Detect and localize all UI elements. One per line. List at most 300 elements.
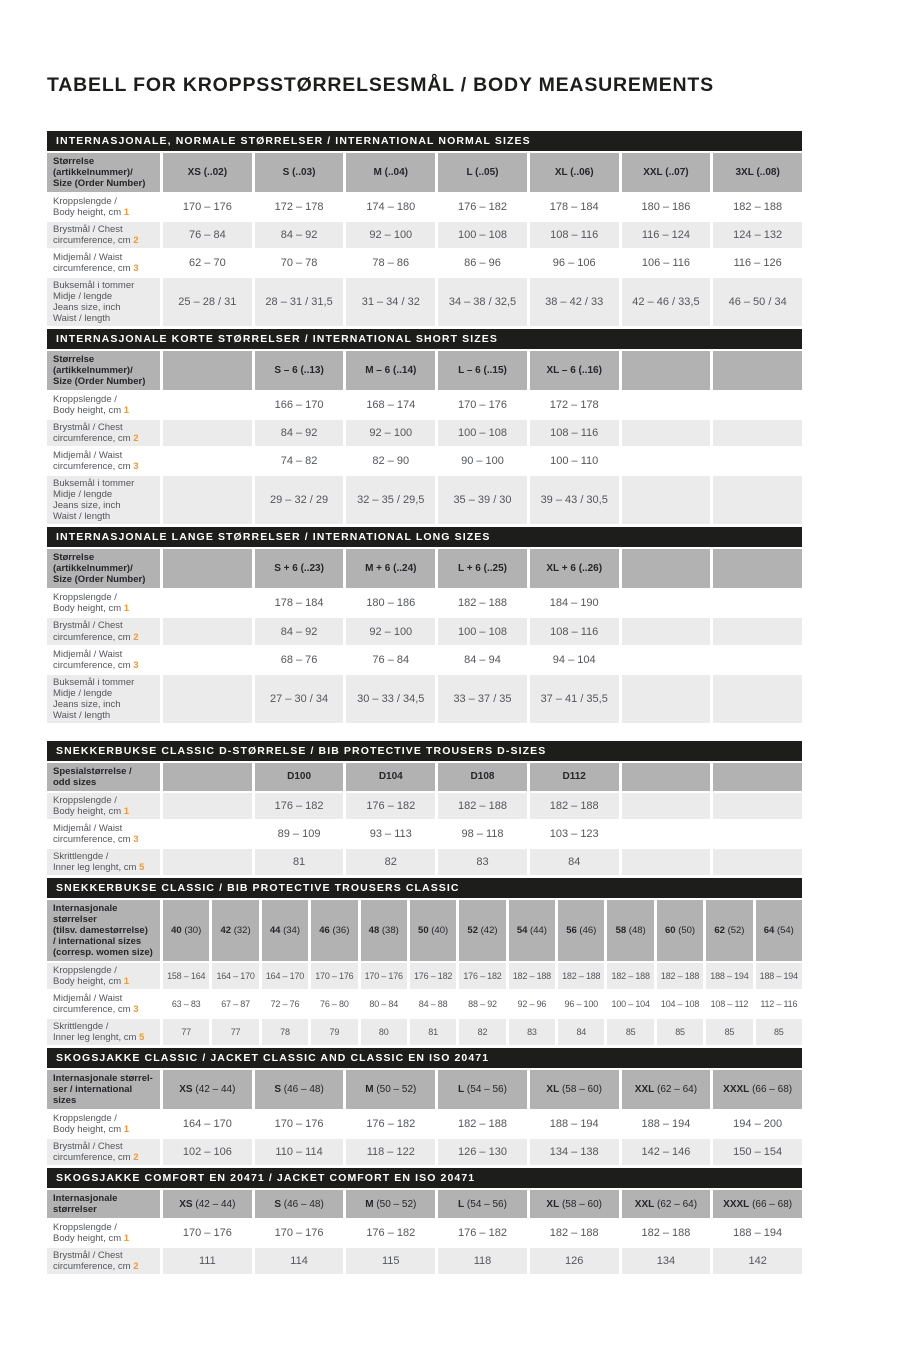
row-label-text: Body height, cm <box>53 603 122 615</box>
column-header-empty <box>163 763 252 791</box>
table-cell: 108 – 116 <box>530 618 619 644</box>
corner-label-line: odd sizes <box>53 776 97 788</box>
row-label-line <box>53 511 110 522</box>
column-header <box>346 549 435 588</box>
row-label-text: circumference, cm <box>53 1152 131 1163</box>
column-header <box>530 153 619 192</box>
row-label-line <box>53 1152 139 1163</box>
row-label <box>47 1139 160 1165</box>
size-tables-container <box>47 131 802 1274</box>
size-code: 56 <box>566 924 577 936</box>
size-code: 50 <box>418 924 429 936</box>
table-cell: 70 – 78 <box>280 257 318 270</box>
table-cell: 170 – 176 <box>458 399 507 412</box>
table-cell: 188 – 194 <box>756 963 802 989</box>
row-label-line <box>53 422 123 433</box>
column-header-text <box>714 925 744 936</box>
column-header-empty <box>163 549 252 588</box>
table-cell: 182 – 188 <box>549 1227 599 1240</box>
row-label-text: Buksemål i tommer <box>53 676 135 688</box>
size-table <box>47 527 802 722</box>
table-title-bar: INTERNASJONALE KORTE STØRRELSER / INTERNATIONAL SHORT SIZES <box>47 329 802 349</box>
column-header <box>361 900 407 961</box>
table-cell: 172 – 178 <box>274 201 324 214</box>
size-code: XXL (..07) <box>643 167 689 179</box>
size-code: D108 <box>470 771 495 783</box>
column-header <box>346 1070 435 1109</box>
row-label-line <box>53 1250 123 1261</box>
table-cell: 83 <box>438 849 527 875</box>
table-cell-empty <box>713 618 802 644</box>
column-header-text <box>365 1199 416 1210</box>
row-label-line <box>53 823 122 834</box>
row-label-line <box>53 1021 108 1032</box>
row-label-text: Kroppslengde / <box>53 1112 117 1124</box>
table-cell: 94 – 104 <box>552 653 596 666</box>
column-header-text <box>616 925 646 936</box>
row-label <box>47 793 160 819</box>
column-header <box>346 1190 435 1218</box>
table-cell-empty <box>163 590 252 616</box>
column-header-text <box>517 925 547 936</box>
row-label-text: Jeans size, inch <box>53 302 121 314</box>
corner-label-line: Internasjonale størrel- <box>53 1072 153 1084</box>
row-label-text: circumference, cm <box>53 235 131 247</box>
column-header <box>558 900 604 961</box>
row-label <box>47 821 160 847</box>
row-label-text: Kroppslengde / <box>53 964 117 976</box>
column-header <box>706 900 752 961</box>
size-code: S <box>274 1083 281 1095</box>
table-cell: 89 – 109 <box>277 827 321 840</box>
row-label-text: Midjemål / Waist <box>53 822 123 834</box>
table-cell: 158 – 164 <box>163 963 209 989</box>
column-header-text <box>546 563 602 574</box>
row-label <box>47 250 160 276</box>
table-cell: 100 – 108 <box>438 222 527 248</box>
measure-ref-number: 1 <box>123 207 130 219</box>
size-code: M (..04) <box>373 167 408 179</box>
table-cell: 166 – 170 <box>274 399 324 412</box>
column-header <box>622 1070 711 1109</box>
table-cell: 150 – 154 <box>713 1139 802 1165</box>
table-cell: 88 – 92 <box>468 998 497 1009</box>
column-header-text <box>458 1199 507 1210</box>
column-header-text <box>458 365 507 376</box>
table-cell: 170 – 176 <box>182 201 232 214</box>
size-code: XL – 6 (..16) <box>546 365 602 377</box>
row-label-line <box>53 862 144 873</box>
size-code: 58 <box>615 924 627 936</box>
column-header-text <box>369 925 399 936</box>
measure-ref-number: 3 <box>133 1003 139 1015</box>
table-cell: 164 – 170 <box>182 1117 232 1130</box>
column-header-text <box>547 365 602 376</box>
page-content <box>47 74 802 1274</box>
table-cell: 176 – 182 <box>346 793 435 819</box>
row-label-line <box>53 677 134 688</box>
table-cell-empty <box>622 849 711 875</box>
table-cell: 172 – 178 <box>549 399 599 412</box>
column-header <box>311 900 357 961</box>
row-label-line <box>53 1113 117 1124</box>
table-title-bar: INTERNASJONALE, NORMALE STØRRELSER / INTERNATIONAL NORMAL SIZES <box>47 131 802 151</box>
table-cell: 32 – 35 / 29,5 <box>346 476 435 524</box>
column-header <box>346 153 435 192</box>
table-cell: 77 <box>163 1019 209 1045</box>
table-cell: 188 – 194 <box>733 1227 783 1240</box>
column-header <box>657 900 703 961</box>
column-header-text <box>274 1199 323 1210</box>
row-label-line <box>53 224 123 235</box>
column-header-text <box>179 1199 235 1210</box>
column-header-text <box>764 925 794 936</box>
column-header-text <box>274 365 323 376</box>
row-label <box>47 991 160 1017</box>
size-code: M <box>365 1198 374 1210</box>
column-header <box>255 153 344 192</box>
column-header-text <box>287 771 311 782</box>
size-code: L + 6 (..25) <box>457 563 507 575</box>
row-label <box>47 420 160 446</box>
size-code: XL <box>546 1083 560 1095</box>
measure-ref-number: 2 <box>133 433 139 445</box>
row-label <box>47 1220 160 1246</box>
table-cell: 176 – 182 <box>459 963 505 989</box>
measure-ref-number: 1 <box>123 603 130 615</box>
row-label-text: Body height, cm <box>53 207 122 219</box>
table-cell: 164 – 170 <box>212 963 258 989</box>
table-cell: 142 – 146 <box>622 1139 711 1165</box>
table-cell: 180 – 186 <box>366 597 416 610</box>
size-code: XL (..06) <box>554 167 594 179</box>
size-code: 42 <box>220 924 232 936</box>
measure-ref-number: 1 <box>123 1123 130 1135</box>
size-code: 52 <box>467 924 478 936</box>
row-label-text: Skrittlengde / <box>53 1020 109 1032</box>
row-label-line <box>53 993 122 1004</box>
table-cell: 68 – 76 <box>280 653 318 666</box>
size-range: (36) <box>332 924 350 936</box>
table-cell: 176 – 182 <box>410 963 456 989</box>
row-label-text: Brystmål / Chest <box>53 422 123 434</box>
size-range: (50 – 52) <box>376 1083 417 1095</box>
size-code: XL <box>546 1198 560 1210</box>
table-cell: 76 – 84 <box>163 222 252 248</box>
corner-label-line: (tilsv. damestørrelse) <box>53 924 148 936</box>
row-label-text: Kroppslengde / <box>53 592 117 604</box>
table-cell: 182 – 188 <box>607 963 653 989</box>
column-header-empty <box>622 351 711 390</box>
size-range: (54 – 56) <box>466 1083 507 1095</box>
size-range: (58 – 60) <box>561 1198 602 1210</box>
table-cell: 85 <box>756 1019 802 1045</box>
table-cell: 98 – 118 <box>461 827 504 840</box>
corner-label-line: Størrelse <box>53 354 95 366</box>
column-header-text <box>635 1199 697 1210</box>
column-header <box>459 900 505 961</box>
row-label-line <box>53 688 112 699</box>
column-header <box>212 900 258 961</box>
column-header-text <box>471 771 495 782</box>
size-range: (50) <box>678 924 696 936</box>
row-label <box>47 849 160 875</box>
column-header <box>530 351 619 390</box>
table-cell: 182 – 188 <box>657 963 703 989</box>
table-cell: 188 – 194 <box>641 1117 691 1130</box>
table-corner-label <box>47 1190 160 1218</box>
column-header <box>713 1070 802 1109</box>
table-cell: 174 – 180 <box>366 201 416 214</box>
row-label-line <box>53 394 117 405</box>
table-grid <box>47 351 802 524</box>
table-cell-empty <box>713 675 802 723</box>
table-cell: 85 <box>607 1019 653 1045</box>
table-cell-empty <box>163 420 252 446</box>
row-label-text: Kroppslengde / <box>53 394 117 406</box>
column-header <box>438 1190 527 1218</box>
column-header-empty <box>713 351 802 390</box>
table-cell-empty <box>713 420 802 446</box>
column-header <box>607 900 653 961</box>
size-code: 40 <box>171 924 182 936</box>
column-header-text <box>365 563 416 574</box>
size-range: (50 – 52) <box>376 1198 417 1210</box>
table-title-bar: SKOGSJAKKE CLASSIC / JACKET CLASSIC AND CLASSIC EN ISO 20471 <box>47 1048 802 1068</box>
column-header-text <box>274 563 324 574</box>
row-label-line <box>53 699 121 710</box>
row-label-line <box>53 478 134 489</box>
row-label-line <box>53 461 139 472</box>
row-label-line <box>53 235 139 246</box>
corner-label-line: (artikkelnummer)/ <box>53 167 133 179</box>
table-cell: 108 – 116 <box>530 222 619 248</box>
table-cell: 33 – 37 / 35 <box>438 675 527 723</box>
row-label-text: Waist / length <box>53 313 111 325</box>
size-table <box>47 741 802 875</box>
row-label <box>47 963 160 989</box>
row-label-line <box>53 976 129 987</box>
column-header-empty <box>622 763 711 791</box>
table-cell: 78 <box>262 1019 308 1045</box>
table-cell: 100 – 104 <box>611 998 650 1009</box>
row-label-text: Kroppslengde / <box>53 196 117 208</box>
table-cell: 30 – 33 / 34,5 <box>346 675 435 723</box>
measure-ref-number: 1 <box>123 975 130 987</box>
corner-label-line: (artikkelnummer)/ <box>53 365 133 377</box>
row-label <box>47 448 160 474</box>
size-code: 46 <box>319 924 330 936</box>
row-label-text: Inner leg lenght, cm <box>53 861 137 873</box>
column-header <box>410 900 456 961</box>
table-cell: 92 – 96 <box>517 998 547 1009</box>
table-cell: 176 – 182 <box>458 1227 507 1240</box>
corner-label-line: ser / international sizes <box>53 1083 133 1106</box>
column-header <box>346 763 435 791</box>
table-cell: 39 – 43 / 30,5 <box>530 476 619 524</box>
table-cell-empty <box>713 590 802 616</box>
row-label <box>47 590 160 616</box>
column-header <box>255 763 344 791</box>
row-label-line <box>53 1124 129 1135</box>
table-cell: 85 <box>706 1019 752 1045</box>
row-label-text: Waist / length <box>53 709 111 721</box>
table-cell: 106 – 116 <box>641 257 690 270</box>
size-code: 3XL (..08) <box>735 167 780 179</box>
size-code: D104 <box>378 771 403 783</box>
table-cell: 182 – 188 <box>558 963 604 989</box>
table-cell: 84 – 88 <box>418 998 448 1009</box>
table-cell-empty <box>163 448 252 474</box>
table-cell: 118 – 122 <box>346 1139 435 1165</box>
column-header <box>438 153 527 192</box>
row-label <box>47 647 160 673</box>
corner-label-line: / international sizes <box>53 935 142 947</box>
corner-label-line: Size (Order Number) <box>53 178 146 190</box>
table-cell: 115 <box>346 1248 435 1274</box>
table-cell: 76 – 84 <box>372 653 410 666</box>
table-cell: 180 – 186 <box>641 201 691 214</box>
row-label <box>47 675 160 723</box>
column-header-text <box>283 167 316 178</box>
column-header-text <box>546 1084 602 1095</box>
row-label-line <box>53 207 129 218</box>
size-code: 64 <box>763 924 775 936</box>
column-header <box>163 1190 252 1218</box>
table-cell: 170 – 176 <box>274 1227 324 1240</box>
table-cell: 92 – 100 <box>346 222 435 248</box>
column-header <box>713 1190 802 1218</box>
table-cell: 182 – 188 <box>641 1227 691 1240</box>
size-range: (34) <box>283 924 301 936</box>
table-title-bar: SNEKKERBUKSE CLASSIC / BIB PROTECTIVE TROUSERS CLASSIC <box>47 878 802 898</box>
column-header <box>163 153 252 192</box>
table-cell: 188 – 194 <box>706 963 752 989</box>
size-table <box>47 1168 802 1274</box>
size-code: 44 <box>269 924 281 936</box>
table-title-bar: SKOGSJAKKE COMFORT EN 20471 / JACKET COMFORT EN ISO 20471 <box>47 1168 802 1188</box>
row-label <box>47 392 160 418</box>
table-cell: 74 – 82 <box>280 455 318 468</box>
column-header <box>622 1190 711 1218</box>
table-cell: 62 – 70 <box>189 257 226 270</box>
size-code: XXL <box>634 1198 655 1210</box>
table-cell: 82 <box>346 849 435 875</box>
row-label-line <box>53 1032 144 1043</box>
table-corner-label <box>47 351 160 390</box>
row-label-text: Midjemål / Waist <box>53 648 123 660</box>
table-cell-empty <box>713 793 802 819</box>
column-header-text <box>374 167 408 178</box>
measure-ref-number: 2 <box>133 1152 139 1163</box>
table-cell-empty <box>163 793 252 819</box>
table-cell: 134 – 138 <box>530 1139 619 1165</box>
table-grid <box>47 1070 802 1165</box>
table-cell: 78 – 86 <box>372 257 410 270</box>
row-label-text: Midje / lengde <box>53 489 113 501</box>
table-cell-empty <box>713 448 802 474</box>
row-label-text: Waist / length <box>53 511 111 523</box>
table-cell: 176 – 182 <box>458 201 507 214</box>
row-label-text: circumference, cm <box>53 263 131 275</box>
size-code: XS <box>179 1198 193 1210</box>
table-corner-label <box>47 900 160 961</box>
row-label-text: Midje / lengde <box>53 687 113 699</box>
table-cell: 42 – 46 / 33,5 <box>622 278 711 326</box>
column-header-text <box>723 1084 792 1095</box>
table-corner-label <box>47 153 160 192</box>
table-cell: 182 – 188 <box>438 793 527 819</box>
row-label-line <box>53 965 117 976</box>
table-cell: 111 <box>163 1248 252 1274</box>
column-header <box>255 1070 344 1109</box>
table-cell: 35 – 39 / 30 <box>438 476 527 524</box>
table-cell: 182 – 188 <box>458 597 507 610</box>
row-label-line <box>53 851 108 862</box>
size-range: (58 – 60) <box>561 1083 602 1095</box>
table-cell: 84 <box>530 849 619 875</box>
corner-label-line: Størrelse <box>53 156 95 167</box>
size-code: S (..03) <box>282 167 316 179</box>
column-header-text <box>365 365 416 376</box>
table-cell-empty <box>622 476 711 524</box>
row-label-line <box>53 489 112 500</box>
table-cell: 93 – 113 <box>369 827 412 840</box>
table-title-bar: SNEKKERBUKSE CLASSIC D-STØRRELSE / BIB PROTECTIVE TROUSERS D-SIZES <box>47 741 802 761</box>
table-cell: 31 – 34 / 32 <box>346 278 435 326</box>
size-range: (66 – 68) <box>752 1198 793 1210</box>
row-label-line <box>53 500 121 511</box>
row-label-line <box>53 806 129 817</box>
size-range: (42) <box>480 924 498 936</box>
table-cell: 83 <box>509 1019 555 1045</box>
table-cell: 84 – 94 <box>464 653 501 666</box>
size-code: 60 <box>664 924 676 936</box>
table-cell-empty <box>622 647 711 673</box>
table-cell: 85 <box>657 1019 703 1045</box>
size-code: XXL <box>634 1083 655 1095</box>
table-cell: 164 – 170 <box>262 963 308 989</box>
size-range: (42 – 44) <box>195 1083 236 1095</box>
table-cell: 72 – 76 <box>270 998 300 1009</box>
size-code: 48 <box>368 924 380 936</box>
measure-ref-number: 1 <box>123 405 130 417</box>
table-cell: 182 – 188 <box>530 793 619 819</box>
row-label-text: circumference, cm <box>53 833 131 845</box>
table-cell: 92 – 100 <box>346 618 435 644</box>
table-cell-empty <box>622 793 711 819</box>
column-header <box>255 1190 344 1218</box>
row-label-line <box>53 710 110 721</box>
row-label-line <box>53 313 110 324</box>
row-label-text: Midjemål / Waist <box>53 992 123 1004</box>
column-header-text <box>563 771 586 782</box>
table-cell: 27 – 30 / 34 <box>255 675 344 723</box>
table-cell: 170 – 176 <box>182 1227 232 1240</box>
row-label-text: circumference, cm <box>53 659 131 671</box>
column-header <box>255 549 344 588</box>
table-cell: 67 – 87 <box>221 998 250 1009</box>
row-label-text: Brystmål / Chest <box>53 224 123 236</box>
column-header <box>530 1190 619 1218</box>
column-header-text <box>467 925 497 936</box>
table-cell: 178 – 184 <box>274 597 324 610</box>
row-label-text: Midjemål / Waist <box>53 252 123 264</box>
size-code: XS <box>179 1083 193 1095</box>
table-cell: 176 – 182 <box>255 793 344 819</box>
column-header <box>509 900 555 961</box>
table-cell: 25 – 28 / 31 <box>163 278 252 326</box>
